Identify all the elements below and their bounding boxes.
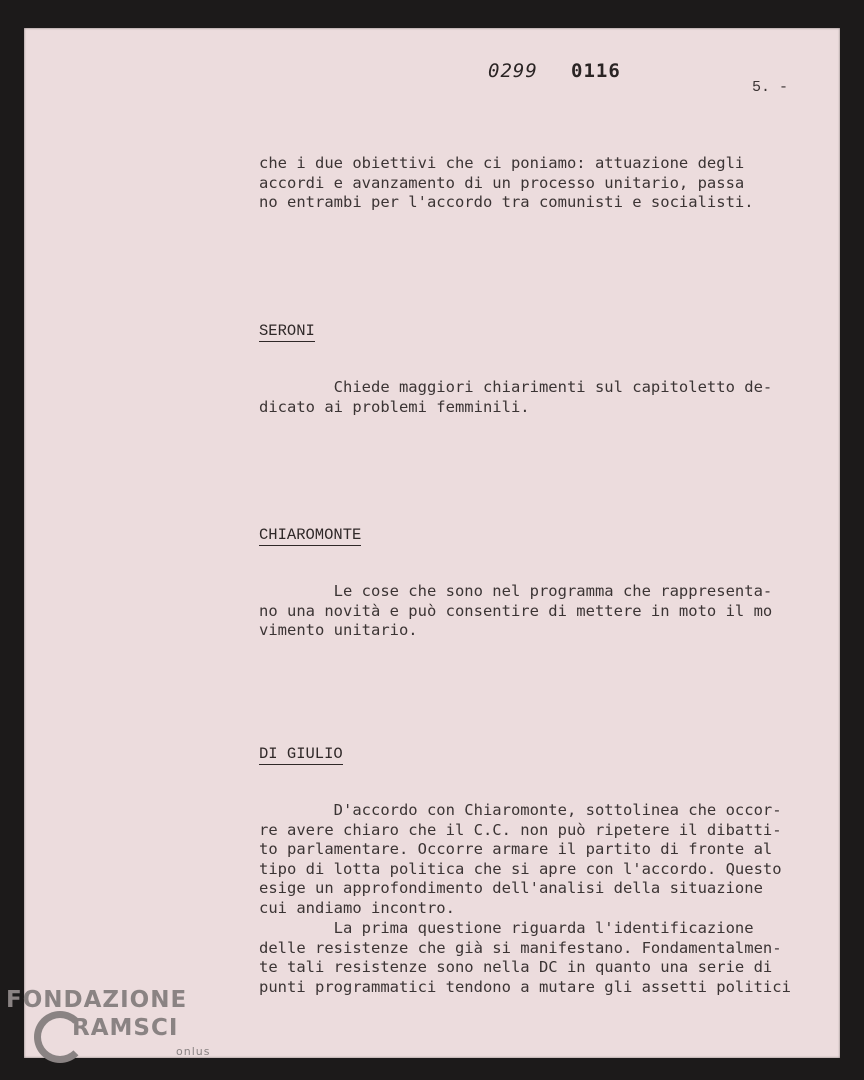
fondazione-gramsci-watermark: [0, 985, 240, 1080]
paragraph-di-giulio-2: La prima questione riguarda l'identificazione delle resistenze che già si manifestano. Fondamentalmen- te tali resistenze sono nella DC in quanto una serie di punti programmatici tendono a mutare gli assetti politici: [259, 919, 791, 996]
watermark-line-2: RAMSCI: [72, 1015, 179, 1041]
watermark-line-3: onlus: [176, 1045, 211, 1058]
paragraph-intro: che i due obiettivi che ci poniamo: attuazione degli accordi e avanzamento di un processo unitario, passa no entrambi per l'accordo tra comunisti e socialisti.: [259, 154, 754, 211]
watermark-line-1: FONDAZIONE: [6, 987, 188, 1013]
paragraph-chiaromonte: Le cose che sono nel programma che rappresenta- no una novità e può consentire di mettere in moto il mo vimento unitario.: [259, 582, 773, 639]
speaker-heading-di-giulio: DI GIULIO: [259, 745, 343, 763]
page-number: 5. -: [752, 79, 789, 96]
paragraph-seroni: Chiede maggiori chiarimenti sul capitoletto de- dicato ai problemi femminili.: [259, 378, 773, 416]
archive-stamp-sequence: 0116: [571, 60, 621, 82]
speaker-heading-chiaromonte: CHIAROMONTE: [259, 526, 362, 544]
speaker-heading-seroni: SERONI: [259, 322, 315, 340]
archive-stamp-number: 0299: [488, 60, 538, 82]
paragraph-di-giulio-1: D'accordo con Chiaromonte, sottolinea che occor- re avere chiaro che il C.C. non può ripetere il dibatti- to parlamentare. Occorre armare il partito di fronte al tipo di lotta politica che si apre con l'accordo. Questo esige un approfondimento dell'analisi della situazione cui andiamo incontro.: [259, 801, 782, 917]
